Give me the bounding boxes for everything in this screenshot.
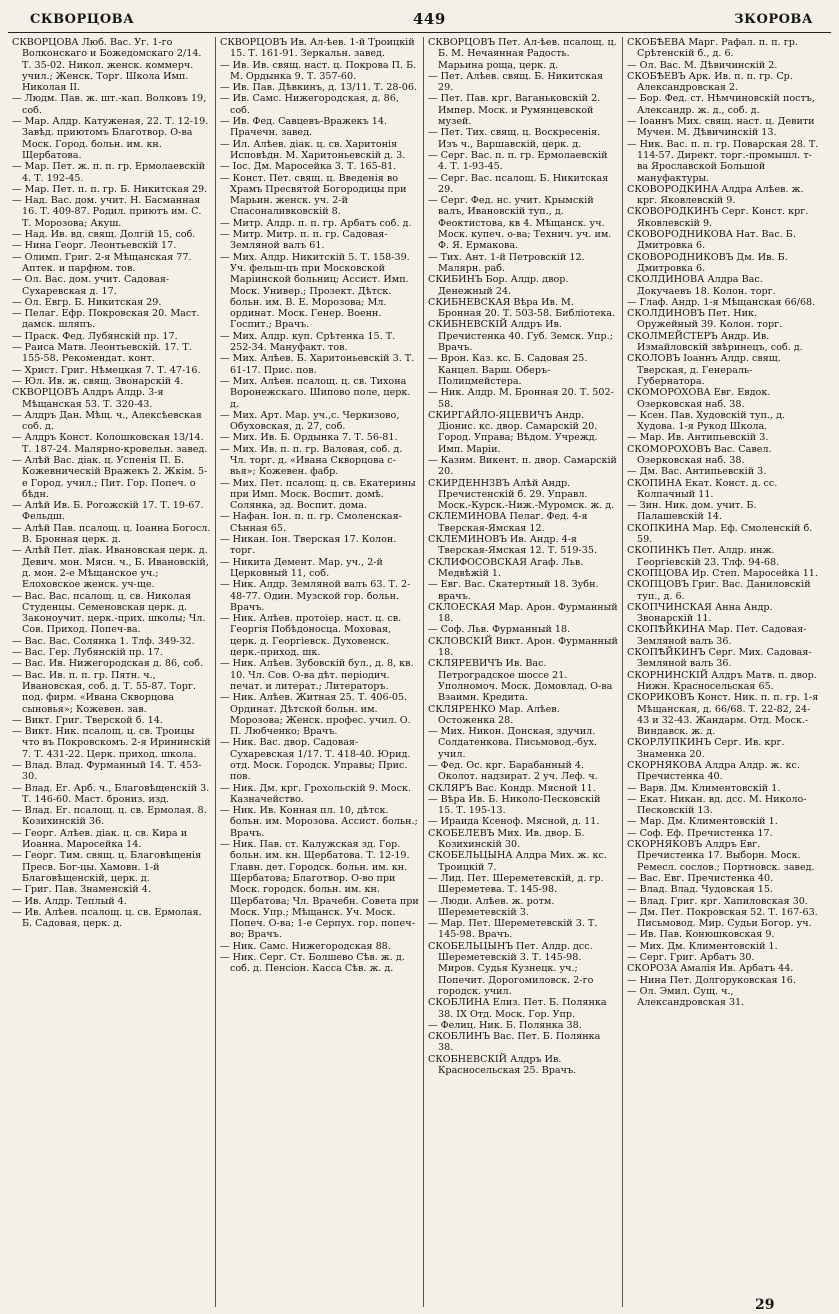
- directory-entry: СКОРОЗА Амалія Ив. Арбатъ 44.: [627, 963, 794, 975]
- directory-entry: — Мих. Арт. Мар. уч.,с. Черкизово, Обуховская, д. 27, соб.: [220, 409, 400, 433]
- directory-entry: — Над. Ив. вд. свящ. Долгій 15, соб.: [12, 229, 196, 241]
- directory-entry: — Тих. Ант. 1-й Петровскій 12. Малярн. раб.: [428, 251, 585, 274]
- directory-entry: — Мар. Пет. ж. п. п. гр. Ермолаевскій 4. Т. 192-45.: [12, 161, 206, 184]
- directory-entry: СКОВОРОДНИКОВА Нат. Вас. Б. Дмитровка 6.: [627, 229, 796, 252]
- directory-entry: — Влад. Ег. псалощ. ц. св. Ермолая. 8. Козихинскій 36.: [12, 805, 207, 828]
- directory-entry: СКЛЕМИНОВЪ Ив. Андр. 4-я Тверская-Ямская 12. Т. 519-35.: [428, 534, 598, 557]
- directory-entry: — Вас. Ив. Нижегородская д. 86, соб.: [12, 658, 204, 670]
- header-left-running-title: СКВОРЦОВА: [30, 12, 135, 27]
- directory-entry: — Ол. Вас. М. Дѣвичинскій 2.: [627, 59, 778, 71]
- directory-entry: СКОПЦОВЪ Григ. Вас. Даниловскій туп., д. 6.: [627, 579, 811, 602]
- directory-entry: — Ник. Серг. Ст. Болшево Сѣв. ж. д. соб. д. Пенсіон. Касса Сѣв. ж. д.: [220, 952, 405, 975]
- directory-entry: — Мих. Ив. п. п. гр. Валовая, соб. д. Чл. торг. д. «Ивана Скворцова с-вья»; Кожевен. фабр.: [220, 443, 403, 478]
- directory-entry: — Ил. Алѣев. діак. ц. св. Харитонія Исповѣдн. М. Харитоньевскій д. 3.: [220, 138, 406, 161]
- directory-entry: — Соф. Еф. Пречистенка 17.: [627, 827, 773, 839]
- directory-entry: — Людм. Пав. ж. шт.-кап. Волковъ 19, соб.: [12, 93, 207, 116]
- directory-entry: — Ол. Вас. дом. учит. Садовая-Сухаревская д. 17.: [12, 274, 170, 297]
- directory-entry: — Ив. Пав. Дѣвкинъ, д. 13/11. Т. 28-06.: [220, 82, 418, 94]
- directory-entry: СКОЛОВЪ Іоаннъ Алдр. свящ. Тверская, д. Генераль-Губернатора.: [627, 353, 781, 387]
- directory-entry: СКОБЕЛЬЦЫНА Алдра Мих. ж. кс. Троицкій 7.: [428, 850, 607, 873]
- directory-entry: СКОВОРОДКИНА Алдра Алѣев. ж. крг. Яковлевскій 9.: [627, 183, 804, 207]
- directory-entry: — Серг. Вас. псалощ. Б. Никитская 29.: [428, 172, 609, 195]
- directory-entry: — Пет. Алѣев. свящ. Б. Никитская 29.: [428, 70, 604, 94]
- directory-entry: — Вас. Вас. псалощ. ц. св. Николая Студенцы. Семеновская церк. д. Законоучит. церк.-прих. школы; Чл. Сов. Приход. Попеч-ва.: [12, 590, 206, 636]
- directory-entry: — Зин. Ник. дом. учит. Б. Палашевскій 14.: [627, 500, 757, 523]
- directory-entry: — Ник. Алѣев. Зубовскій бул., д. 8, кв. 10. Чл. Сов. О-ва дѣт. періодич. печат. и литерат.; Литераторъ.: [220, 658, 414, 692]
- directory-entry: — Вѣра Ив. Б. Николо-Песковскій 15. Т. 195-13.: [428, 793, 601, 817]
- directory-entry: — Алѣй Пав. псалощ. ц. Іоанна Богосл. В. Бронная церк. д.: [12, 522, 211, 546]
- directory-entry: СКОПКИНА Мар. Еф. Смоленскій б. 59.: [627, 522, 813, 546]
- directory-entry: — Ник. Вас. двор. Садовая-Сухаревская 1/17. Т. 418-40. Юрид. отд. Моск. Городск. Управы; Прис. пов.: [220, 737, 411, 783]
- page-number: 449: [413, 10, 446, 28]
- directory-entry: СКОБЛИНЪ Вас. Пет. Б. Полянка 38.: [428, 1031, 601, 1054]
- directory-entry: — Ив. Ив. свящ. наст. ц. Покрова П. Б. М. Ордынка 9. Т. 357-60.: [220, 59, 417, 82]
- directory-entry: — Мих. Алѣев. псалощ. ц. св. Тихона Воронежскаго. Шипово поле, церк. д.: [220, 375, 411, 410]
- directory-entry: — Ник. Алдр. М. Бронная 20. Т. 502-58.: [428, 387, 614, 410]
- directory-entry: — Ник. Пав. ст. Калужская зд. Гор. больн. им. кн. Щербатова. Т. 12-19. Главн. дет. Городск. больн. им. кн. Щербатова; Благотвор. О-во при Моск. городск. больн. им. кн. Щербатова; Чл. Врачебн. Совета при Моск. Упр.; Мѣщанск. Уч. Моск. Попеч. О-ва; 1-е Серпух. гор. попеч-во; Врачъ.: [220, 839, 419, 941]
- directory-entry: СКОПЦОВА Ир. Степ. Маросейка 11.: [627, 567, 818, 579]
- directory-entry: — Раиса Матв. Леонтьевскій. 17. Т. 155-58. Рекомендат. конт.: [12, 342, 192, 365]
- directory-entry: — Глаф. Андр. 1-я Мѣщанская 66/68.: [627, 296, 816, 308]
- directory-entry: — Влад. Влад. Фурманный 14. Т. 453-30.: [12, 760, 202, 783]
- directory-entry: — Викт. Ник. псалощ. ц. св. Троицы что въ Покровскомъ. 2-я Ирининскій 7. Т. 431-22. Церк. приход. школа.: [12, 726, 211, 760]
- directory-entry: — Георг. Тим. свящ. ц. Благовѣщенія Пресв. Бог-цы. Хамовн. 1-й Благовѣщенскій, церк. д.: [12, 850, 202, 884]
- header-right-running-title: ЗКОРОВА: [734, 12, 813, 27]
- directory-entry: — Варв. Дм. Климентовскій 1.: [627, 782, 781, 794]
- directory-entry: СКОБЛИНА Елиз. Пет. Б. Полянка 38. IX Отд. Моск. Гор. Упр.: [428, 997, 607, 1020]
- directory-entry: — Ив. Пав. Конюшковская 9.: [627, 929, 775, 941]
- directory-entry: СКОЛДИНОВА Алдра Вас. Докучаевъ 18. Колон. торг.: [627, 274, 776, 297]
- directory-entry: — Никита Демент. Мар. уч., 2-й Церковный 11, соб.: [220, 556, 383, 579]
- directory-entry: — Пет. Пав. крг. Ваганьковскій 2. Импер. Моск. и Румянцевской музей.: [428, 93, 601, 128]
- directory-entry: — Ник. Самс. Нижегородская 88.: [220, 940, 391, 952]
- directory-entry: СКОЛМЕЙСТЕРЪ Андр. Ив. Измайловскій звѣринецъ, соб. д.: [627, 330, 803, 354]
- page-header: [8, 10, 831, 33]
- directory-entry: — Ник. Алѣев. протоіер. наст. ц. св. Георгія Побѣдоносца. Моховая, церк. д. Георгіевск. Духовенск. церк.-приход. шк.: [220, 613, 402, 659]
- directory-entry: СКОПѢЙКИНА Мар. Пет. Садовая-Земляной валъ 36.: [627, 624, 807, 647]
- directory-entry: СКОРЛУПКИНЪ Серг. Ив. крг. Знаменка 20.: [627, 737, 785, 760]
- directory-entry: — Люди. Алѣев. ж. ротм. Шереметевскій 3.: [428, 895, 555, 918]
- directory-entry: — Ив. Самс. Нижегородская, д. 86, соб.: [220, 93, 399, 116]
- directory-entry: СКОВОРОДНИКОВЪ Дм. Ив. Б. Дмитровка 6.: [627, 251, 788, 274]
- directory-entry: СКЛЯРЕВИЧЪ Ив. Вас. Петроградское шоссе 21. Уполномоч. Моск. Домовлад. О-ва Взаимн. Кредита.: [428, 658, 613, 704]
- directory-entry: — Мих. Алѣев. Б. Харитоньевскій 3. Т. 61-17. Прис. пов.: [220, 353, 415, 376]
- directory-entry: — Влад. Григ. крг. Хапиловская 30.: [627, 895, 808, 907]
- directory-entry: СКОБЕЛЬЦЫНЪ Пет. Алдр. дсс. Шереметевскій 3. Т. 145-98. Миров. Судья Кузнецк. уч.; Попечит. Дорогомиловск. 2-го городск. учил.: [428, 940, 594, 997]
- directory-entry: — Над. Вас. дом. учит. Н. Басманная 16. Т. 409-87. Родил. приютъ им. С. Т. Морозова; Акуш.: [12, 195, 202, 229]
- directory-entry: — Влад. Влад. Чудовская 15.: [627, 884, 773, 896]
- column-4: [623, 37, 823, 1307]
- directory-entry: СКОРИКОВЪ Конст. Ник. п. п. гр. 1-я Мѣщанская, д. 66/68. Т. 22-82, 24-43 и 32-43. Жандарм. Отд. Моск.-Виндавск. ж. д.: [627, 692, 819, 738]
- directory-entry: — Мар. Дм. Климентовскій 1.: [627, 816, 778, 828]
- directory-entry: — Серг. Вас. п. п. гр. Ермолаевскій 4. Т. 1-93-45.: [428, 149, 608, 173]
- directory-entry: СКЛОЕСКАЯ Мар. Арон. Фурманный 18.: [428, 601, 618, 625]
- directory-entry: — Алѣй Ив. Б. Рогожскій 17. Т. 19-67. Фельдш.: [12, 500, 204, 523]
- directory-entry: — Вас. Евг. Пречистенка 40.: [627, 872, 774, 884]
- directory-entry: — Митр. Алдр. п. п. гр. Арбатъ соб. д.: [220, 217, 412, 229]
- directory-entry: СКИБНЕВСКІЙ Алдръ Ив. Пречистенка 40. Губ. Земск. Упр.; Врачъ.: [428, 319, 613, 354]
- directory-entry: СКЛЯРЪ Вас. Кондр. Мясной 11.: [428, 782, 596, 794]
- directory-entry: — Пет. Тих. свящ. ц. Воскресенія. Изъ ч., Варшавскій, церк. д.: [428, 127, 601, 150]
- directory-entry: СКОПИНКЪ Пет. Алдр. инж. Георгіевскій 23. Тлф. 94-68.: [627, 545, 780, 568]
- directory-entry: СКОРНЯКОВА Алдра Алдр. ж. кс. Пречистенка 40.: [627, 760, 800, 783]
- directory-entry: — Іоаннъ Мих. свящ. наст. ц. Девити Мучен. М. Дѣвичинскій 13.: [627, 116, 815, 139]
- directory-entry: — Екат. Никан. вд. дсс. М. Николо-Песковскій 13.: [627, 793, 807, 817]
- directory-entry: — Вас. Ив. п. п. гр. Пятн. ч., Ивановская, соб. д. Т. 55-87. Торг. под. фирм. «Ивана Скворцова сыновья»; Кожевен. зав.: [12, 669, 196, 715]
- directory-entry: СКИБНЕВСКАЯ Вѣра Ив. М. Бронная 20. Т. 503-58. Библіотека.: [428, 296, 616, 320]
- directory-entry: — Іос. Дм. Маросейка 3. Т. 165-81.: [220, 161, 397, 173]
- directory-entry: СКЛИФОСОВСКАЯ Агаф. Льв. Медвѣжій 1.: [428, 556, 584, 579]
- directory-entry: — Алѣй Пет. діак. Ивановская церк. д. Девич. мон. Мясн. ч., Б. Ивановскій, д. мон. 2-е Мѣщанское уч.; Елоховское женск. уч-ще.: [12, 545, 209, 591]
- directory-entry: СКИБИНЪ Бор. Алдр. двор. Денежный 24.: [428, 274, 569, 297]
- directory-entry: — Конст. Пет. свящ. ц. Введенія во Храмъ Пресвятой Богородицы при Марьин. женск. уч. 2-й Спасоналивковскій 8.: [220, 172, 407, 218]
- directory-entry: — Мих. Ив. Б. Ордынка 7. Т. 56-81.: [220, 432, 398, 444]
- directory-entry: — Соф. Льв. Фурманный 18.: [428, 624, 571, 636]
- directory-entry: — Мих. Пет. псалощ. ц. св. Екатерины при Имп. Моск. Воспит. домѣ. Солянка, зд. Воспит. дома.: [220, 477, 416, 512]
- column-1: [8, 37, 216, 1307]
- directory-entry: СКЛОВСКІЙ Викт. Арон. Фурманный 18.: [428, 635, 618, 659]
- directory-entry: — Викт. Григ. Тверской б. 14.: [12, 714, 163, 726]
- directory-entry: — Влад. Ег. Арб. ч., Благовѣщенскій 3. Т. 146-60. Маст. брониз. изд.: [12, 782, 210, 805]
- directory-entry: — Мар. Ив. Антипьевскій 3.: [627, 432, 769, 444]
- directory-entry: СКОБѢЕВА Марг. Рафал. п. п. гр. Срѣтенскій б., д. 6.: [627, 37, 798, 60]
- directory-entry: — Серг. Фед. нс. учит. Крымскій валъ, Ивановскій туп., д. Феоктистова, кв 4. Мѣщанск. уч. Моск. купеч. о-ва; Технич. уч. им. Ф. Я. Ермакова.: [428, 195, 612, 252]
- directory-entry: СКВОРЦОВЪ Пет. Ал-ѣев. псалощ. ц. Б. М. Нечаянная Радость. Марьина роща, церк. д.: [428, 37, 617, 71]
- directory-entry: СКОПѢЙКИНЪ Серг. Мих. Садовая-Земляной валъ 36.: [627, 647, 812, 670]
- directory-entry: — Вас. Вас. Солянка 1. Тлф. 349-32.: [12, 635, 195, 647]
- directory-entry: СКОБѢЕВЪ Арк. Ив. п. п. гр. Ср. Александровская 2.: [627, 70, 793, 94]
- directory-entry: — Григ. Пав. Знаменскій 4.: [12, 884, 151, 896]
- directory-entry: — Дм. Вас. Антипьевскій 3.: [627, 466, 767, 478]
- directory-entry: — Ираида Ксеноф. Мясной, д. 11.: [428, 816, 600, 828]
- column-2: [216, 37, 424, 1307]
- directory-entry: — Нина Пет. Долгоруковская 16.: [627, 974, 796, 986]
- directory-entry: СКОБНЕВСКІЙ Алдръ Ив. Красносельская 25. Врачъ.: [428, 1053, 577, 1077]
- directory-entry: — Лид. Пет. Шереметевскій, д. гр. Шереметева. Т. 145-98.: [428, 872, 604, 896]
- directory-entry: — Ник. Алдр. Земляной валъ 63. Т. 2-48-77. Один. Музской гор. больн. Врачъ.: [220, 579, 411, 613]
- directory-entry: — Олимп. Григ. 2-я Мѣщанская 77. Аптек. и парфюм. тов.: [12, 251, 192, 274]
- directory-entry: СКВОРЦОВА Люб. Вас. Уг. 1-го Волконскаго и Божедомскаго 2/14. Т. 35-02. Никол. женск. коммерч. учил.; Женск. Торг. Школа Имп. Николая II.: [12, 37, 202, 94]
- directory-entry: СКОРНИНСКІЙ Алдръ Матв. п. двор. Нижн. Красносельская 65.: [627, 669, 817, 692]
- directory-entry: — Никан. Іон. Тверская 17. Колон. торг.: [220, 534, 397, 557]
- page-footer-number: 29: [755, 1297, 775, 1313]
- directory-entry: СКОМОРОХОВА Евг. Евдок. Озерковская наб. 38.: [627, 387, 771, 410]
- directory-entry: СКВОРЦОВЪ Алдръ Алдр. 3-я Мѣщанская 53. Т. 320-43.: [12, 387, 164, 410]
- directory-entry: СКЛЯРЕНКО Мар. Алѣев. Остоженка 28.: [428, 703, 560, 726]
- directory-entry: — Ив. Алдр. Теплый 4.: [12, 895, 127, 907]
- directory-entry: — Христ. Григ. Нѣмецкая 7. Т. 47-16.: [12, 364, 201, 376]
- directory-entry: — Ол. Евгр. Б. Никитская 29.: [12, 296, 162, 308]
- directory-entry: — Ник. Ив. Конная пл. 10, дѣтск. больн. им. Морозова. Ассист. больн.; Врачъ.: [220, 805, 418, 839]
- directory-entry: — Вас. Гер. Лубянскій пр. 17.: [12, 647, 163, 659]
- directory-entry: СКОБЕЛЕВЪ Мих. Ив. двор. Б. Козихинскій 30.: [428, 827, 585, 851]
- directory-entry: — Ксен. Пав. Худовскій туп., д. Худова. 1-я Рукод Школа.: [627, 409, 786, 433]
- directory-entry: — Евг. Вас. Скатертный 18. Зубн. врачъ.: [428, 579, 599, 602]
- directory-entry: СКЛЕМИНОВА Пелаг. Фед. 4-я Тверская-Ямская 12.: [428, 511, 588, 534]
- directory-entry: — Казим. Викент. п. двор. Самарскій 20.: [428, 454, 617, 478]
- directory-entry: — Ол. Эмил. Сущ. ч., Александровская 31.: [627, 985, 745, 1009]
- directory-entry: — Врон. Каз. кс. Б. Садовая 25. Канцел. Варш. Оберъ-Полицмейстера.: [428, 353, 588, 387]
- directory-entry: — Фелиц. Ник. Б. Полянка 38.: [428, 1019, 582, 1031]
- directory-entry: — Бор. Фед. ст. Нѣмчиновскій постъ, Александр. ж. д., соб. д.: [627, 93, 815, 116]
- directory-entry: СКИРГАЙЛО-ЯЦЕВИЧЪ Андр. Діонис. кс. двор. Самарскій 20. Город. Управа; Вѣдом. Учрежд. Имп. Маріи.: [428, 409, 598, 455]
- directory-entry: — Георг. Алѣев. діак. ц. св. Кира и Иоанна. Маросейка 14.: [12, 827, 188, 851]
- directory-entry: — Мих. Никон. Донская, здучил. Солдатенкова. Письмовод.-бух. учил.: [428, 726, 598, 760]
- directory-entry: СКОПИНА Екат. Конст. д. сс. Колпачный 11.: [627, 477, 778, 500]
- directory-entry: — Ник. Вас. п. п. гр. Поварская 28. Т. 114-57. Директ. торг.-промышл. т-ва Ярославской Большой мануфактуры.: [627, 138, 819, 184]
- directory-entry: — Алдръ Дан. Мѣщ. ч., Алексѣевская соб. д.: [12, 409, 202, 433]
- directory-entry: — Мар. Пет. Шереметевскій 3. Т. 145-98. Врачъ.: [428, 918, 598, 941]
- directory-entry: СКВОРЦОВЪ Ив. Ал-ѣев. 1-й Троицкій 15. Т. 161-91. Зеркальн. завед.: [220, 37, 415, 60]
- directory-entry: — Нина Георг. Леонтьевскій 17.: [12, 240, 177, 252]
- directory-entry: — Мих. Алдр. куп. Срѣтенка 15. Т. 252-34. Мануфакт. тов.: [220, 330, 396, 354]
- directory-entry: — Ив. Алѣев. псалощ. ц. св. Ермолая. Б. Садовая, церк. д.: [12, 906, 202, 930]
- directory-entry: — Ник. Дм. крг. Грохольскій 9. Моск. Казначейство.: [220, 782, 411, 805]
- directory-entry: — Ник. Алѣев. Житная 25. Т. 406-05. Ординат. Дѣтской больн. им. Морозова; Женск. профес. учил. О. П. Любченко; Врачъ.: [220, 692, 411, 738]
- directory-entry: СКОПЧИНСКАЯ Анна Андр. Звонарскій 11.: [627, 601, 773, 625]
- directory-entry: СКОВОРОДКИНЪ Серг. Конст. крг. Яковлевскій 9.: [627, 206, 809, 229]
- directory-entry: — Мих. Дм. Климентовскій 1.: [627, 940, 778, 952]
- directory-entry: СКОРНЯКОВЪ Алдръ Евг. Пречистенка 17. Выборн. Моск. Ремесл. сослов.; Портновск. завед.: [627, 839, 815, 873]
- directory-entry: — Дм. Пет. Покровская 52. Т. 167-63. Письмовод. Мир. Судьи Богор. уч.: [627, 906, 818, 930]
- directory-entry: — Ив. Фед. Савцевъ-Вражекъ 14. Прачечн. завед.: [220, 116, 388, 139]
- directory-columns: [8, 37, 831, 1307]
- directory-entry: СКИРДЕННЗВЪ Алѣй Андр. Пречистенскій б. 29. Управл. Моск.-Курск.-Ниж.-Муромск. ж. д.: [428, 477, 615, 512]
- directory-entry: — Мар. Пет. п. п. гр. Б. Никитская 29.: [12, 183, 208, 195]
- directory-entry: — Митр. Митр. п. п. гр. Садовая-Земляной валъ 61.: [220, 229, 388, 252]
- directory-entry: — Алдръ Конст. Колошковская 13/14. Т. 187-24. Малярно-кровельн. завед.: [12, 432, 208, 455]
- directory-entry: — Юл. Ив. ж. свящ. Звонарскій 4.: [12, 375, 184, 387]
- directory-entry: — Праск. Фед. Лубянскій пр. 17.: [12, 330, 178, 342]
- directory-entry: СКОМОРОХОВЪ Вас. Савел. Озерковская наб. 38.: [627, 443, 772, 466]
- directory-entry: СКОЛДИНОВЪ Пет. Ник. Оружейный 39. Колон. торг.: [627, 308, 783, 331]
- column-3: [424, 37, 623, 1307]
- directory-entry: — Нафан. Іон. п. п. гр. Смоленская-Сѣнная 65.: [220, 511, 402, 534]
- directory-entry: — Мих. Алдр. Никитскій 5. Т. 158-39. Уч. фельш-цъ при Московской Маріинской больниц; Ассист. Имп. Моск. Универ.; Прозект. Дѣтск. больн. им. В. Е. Морозова; Мл. ординат. Моск. Генер. Военн. Госпит.; Врачъ.: [220, 251, 410, 331]
- directory-entry: — Фед. Ос. крг. Барабанный 4. Околот. надзират. 2 уч. Леф. ч.: [428, 760, 598, 783]
- directory-entry: — Пелаг. Ефр. Покровская 20. Маст. дамск. шляпъ.: [12, 308, 200, 331]
- directory-entry: — Мар. Алдр. Катуженая, 22. Т. 12-19. Завѣд. приютомъ Благотвор. О-ва Моск. Город. больн. им. кн. Щербатова.: [12, 116, 209, 161]
- directory-entry: — Алѣй Вас. діак. ц. Успенія П. Б. Кожевническій Вражекъ 2. Жкім. 5-е Город. учил.; Пит. Гор. Попеч. о бѣдн.: [12, 454, 208, 500]
- directory-entry: — Серг. Григ. Арбатъ 30.: [627, 952, 755, 964]
